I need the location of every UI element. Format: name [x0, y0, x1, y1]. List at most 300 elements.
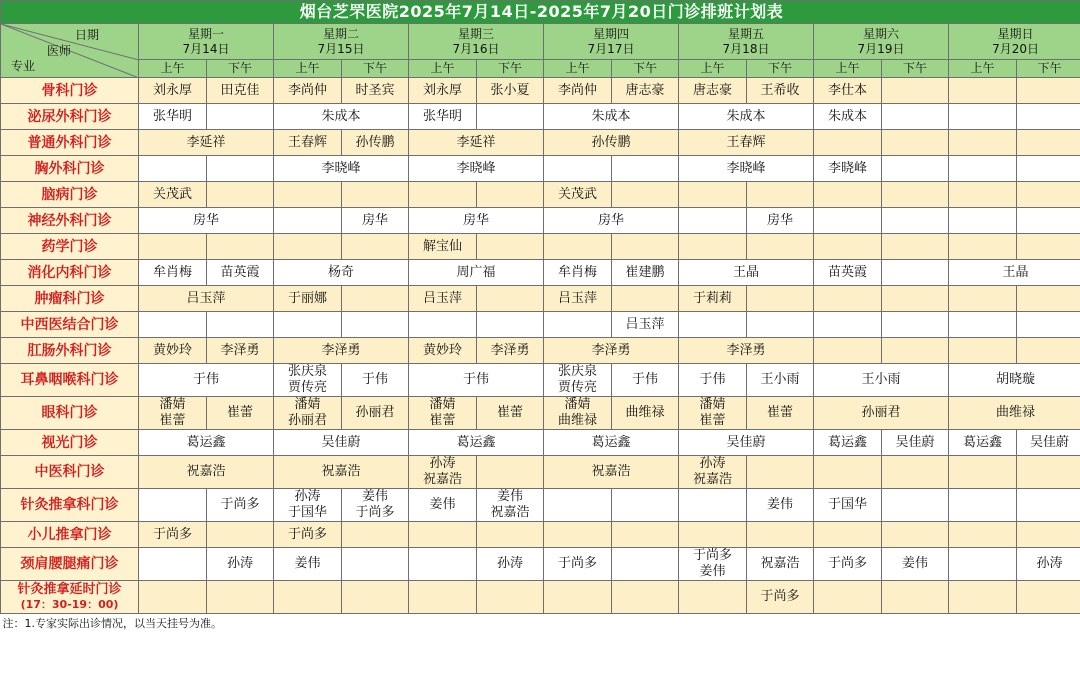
- schedule-cell: [882, 130, 949, 156]
- schedule-cell: [814, 130, 882, 156]
- schedule-cell: [139, 430, 274, 456]
- corner-date-label: 日期: [75, 28, 100, 42]
- doctor-name: 王希收: [760, 82, 800, 98]
- doctor-name-second: 祝嘉浩: [490, 505, 530, 520]
- schedule-cell: [1017, 522, 1080, 548]
- doctor-name: 孙涛: [294, 489, 321, 504]
- department-label: 颈肩腰腿痛门诊: [20, 556, 119, 572]
- department-name: [1, 78, 139, 104]
- doctor-name: 吕玉萍: [422, 290, 462, 306]
- doctor-name: 吕玉萍: [557, 290, 597, 306]
- schedule-cell: [207, 489, 274, 522]
- schedule-cell: [477, 286, 544, 312]
- department-name: [1, 208, 139, 234]
- doctor-name: 杨奇: [327, 264, 354, 280]
- schedule-cell: [814, 430, 882, 456]
- doctor-name: 于尚多: [692, 548, 732, 563]
- schedule-cell: [342, 286, 409, 312]
- doctor-name: 关茂武: [557, 186, 597, 202]
- schedule-cell: [274, 234, 342, 260]
- doctor-name: 张华明: [152, 108, 192, 124]
- schedule-row: [1, 312, 1080, 338]
- schedule-cell: [409, 156, 544, 182]
- schedule-cell: [139, 286, 274, 312]
- department-label: 视光门诊: [41, 434, 98, 451]
- schedule-cell: [949, 182, 1017, 208]
- schedule-cell: [679, 78, 747, 104]
- morning-header: 上午: [274, 60, 342, 78]
- day-header: [544, 24, 679, 60]
- schedule-cell: [409, 430, 544, 456]
- schedule-cell: [544, 312, 612, 338]
- afternoon-header: 下午: [882, 60, 949, 78]
- schedule-cell: [139, 156, 207, 182]
- schedule-cell: [342, 208, 409, 234]
- department-name: [1, 182, 139, 208]
- schedule-cell: [882, 312, 949, 338]
- corner-specialty-label: 专业: [11, 59, 36, 73]
- schedule-cell: [409, 104, 477, 130]
- doctor-name: 李尚仲: [287, 82, 327, 98]
- schedule-cell: [544, 548, 612, 581]
- schedule-cell: [544, 522, 612, 548]
- day-date: 7月14日: [182, 41, 230, 56]
- doctor-name: 李晓峰: [726, 160, 766, 176]
- department-name: [1, 338, 139, 364]
- doctor-name: 于尚多: [220, 497, 260, 512]
- schedule-cell: [342, 312, 409, 338]
- schedule-cell: [139, 364, 274, 397]
- schedule-cell: [274, 548, 342, 581]
- doctor-name: 孙涛: [226, 556, 253, 571]
- schedule-cell: [409, 234, 477, 260]
- schedule-cell: [612, 78, 679, 104]
- schedule-cell: [477, 312, 544, 338]
- department-name: [1, 156, 139, 182]
- department-name: [1, 548, 139, 581]
- schedule-cell: [207, 78, 274, 104]
- department-label: 消化内科门诊: [27, 264, 112, 281]
- day-date: 7月16日: [452, 41, 500, 56]
- department-label: 中西医结合门诊: [20, 316, 119, 333]
- schedule-cell: [544, 104, 679, 130]
- day-weekday: 星期日: [997, 26, 1034, 41]
- schedule-cell: [544, 430, 679, 456]
- department-label: 针灸推拿延时门诊: [17, 582, 122, 597]
- doctor-name: 王小雨: [760, 372, 800, 387]
- doctor-name: 孙涛: [429, 456, 456, 471]
- schedule-cell: [139, 397, 207, 430]
- department-hours: (17：30-19：00): [20, 598, 119, 611]
- doctor-name: 崔建鹏: [625, 264, 665, 280]
- schedule-cell: [477, 456, 544, 489]
- day-weekday: 星期六: [862, 26, 899, 41]
- schedule-cell: [207, 581, 274, 614]
- doctor-name-second: 祝嘉浩: [692, 472, 732, 487]
- schedule-row: [1, 456, 1080, 489]
- doctor-name: 孙传鹏: [591, 134, 631, 150]
- schedule-cell: [207, 397, 274, 430]
- schedule-cell: [814, 397, 949, 430]
- afternoon-header: 下午: [207, 60, 274, 78]
- schedule-cell: [139, 456, 274, 489]
- schedule-cell: [949, 286, 1017, 312]
- schedule-cell: [814, 312, 882, 338]
- schedule-cell: [409, 338, 477, 364]
- schedule-cell: [882, 156, 949, 182]
- schedule-cell: [1017, 234, 1080, 260]
- morning-header: 上午: [139, 60, 207, 78]
- doctor-name: 崔蕾: [766, 405, 793, 420]
- doctor-name: 吴佳蔚: [1030, 434, 1070, 450]
- doctor-name: 张小夏: [490, 82, 530, 98]
- morning-header: 上午: [544, 60, 612, 78]
- schedule-cell: [679, 456, 747, 489]
- corner-doctor-label: 医师: [47, 44, 72, 58]
- schedule-row: [1, 104, 1080, 130]
- doctor-name: 孙涛: [699, 456, 726, 471]
- doctor-name: 孙传鹏: [355, 134, 395, 150]
- doctor-name: 吴佳蔚: [321, 434, 361, 450]
- schedule-cell: [949, 312, 1017, 338]
- schedule-cell: [274, 456, 409, 489]
- schedule-cell: [274, 430, 409, 456]
- schedule-cell: [342, 489, 409, 522]
- schedule-cell: [1017, 286, 1080, 312]
- schedule-cell: [612, 489, 679, 522]
- schedule-cell: [409, 130, 544, 156]
- schedule-cell: [949, 104, 1017, 130]
- doctor-name: 吕玉萍: [186, 290, 226, 306]
- schedule-cell: [1017, 489, 1080, 522]
- day-weekday: 星期五: [727, 26, 764, 41]
- schedule-cell: [342, 364, 409, 397]
- schedule-cell: [747, 182, 814, 208]
- schedule-cell: [342, 397, 409, 430]
- schedule-cell: [814, 182, 882, 208]
- doctor-name: 朱成本: [726, 108, 766, 124]
- doctor-name: 姜伟: [429, 497, 456, 512]
- schedule-cell: [747, 78, 814, 104]
- schedule-cell: [882, 234, 949, 260]
- schedule-cell: [342, 522, 409, 548]
- day-header: [274, 24, 409, 60]
- doctor-name: 张庆泉: [287, 364, 327, 379]
- doctor-name: 李晓峰: [321, 160, 361, 176]
- schedule-cell: [949, 364, 1080, 397]
- doctor-name: 葛运鑫: [591, 434, 631, 450]
- doctor-name: 朱成本: [321, 108, 361, 124]
- doctor-name: 孙丽君: [861, 405, 901, 420]
- schedule-cell: [342, 182, 409, 208]
- schedule-cell: [747, 581, 814, 614]
- schedule-cell: [679, 581, 747, 614]
- schedule-cell: [882, 338, 949, 364]
- schedule-cell: [949, 338, 1017, 364]
- doctor-name: 潘婧: [159, 397, 186, 412]
- morning-header: 上午: [679, 60, 747, 78]
- schedule-row: [1, 260, 1080, 286]
- doctor-name: 于伟: [462, 372, 489, 387]
- department-name: [1, 430, 139, 456]
- doctor-name: 吕玉萍: [625, 316, 665, 332]
- schedule-cell: [949, 397, 1080, 430]
- schedule-cell: [612, 581, 679, 614]
- afternoon-header: 下午: [747, 60, 814, 78]
- schedule-cell: [544, 489, 612, 522]
- doctor-name: 姜伟: [294, 556, 321, 571]
- doctor-name: 房华: [462, 212, 489, 228]
- schedule-cell: [342, 130, 409, 156]
- schedule-cell: [274, 182, 342, 208]
- afternoon-header: 下午: [1017, 60, 1080, 78]
- schedule-cell: [139, 338, 207, 364]
- schedule-cell: [612, 312, 679, 338]
- day-header: [679, 24, 814, 60]
- doctor-name: 周广福: [456, 264, 496, 280]
- doctor-name: 李泽勇: [220, 342, 260, 358]
- schedule-cell: [207, 104, 274, 130]
- afternoon-header: 下午: [612, 60, 679, 78]
- schedule-cell: [544, 338, 679, 364]
- schedule-cell: [1017, 548, 1080, 581]
- footnote: 注：1.专家实际出诊情况，以当天挂号为准。: [2, 617, 222, 631]
- schedule-cell: [409, 581, 477, 614]
- doctor-name: 于莉莉: [692, 290, 732, 306]
- schedule-cell: [477, 548, 544, 581]
- schedule-row: [1, 208, 1080, 234]
- schedule-row: [1, 522, 1080, 548]
- doctor-name: 房华: [361, 212, 388, 228]
- schedule-row: [1, 430, 1080, 456]
- schedule-cell: [612, 182, 679, 208]
- schedule-cell: [207, 522, 274, 548]
- schedule-cell: [139, 260, 207, 286]
- department-name: [1, 312, 139, 338]
- schedule-cell: [139, 182, 207, 208]
- schedule-cell: [679, 104, 814, 130]
- schedule-cell: [342, 548, 409, 581]
- department-label: 骨科门诊: [41, 82, 98, 99]
- doctor-name: 崔蕾: [226, 405, 253, 420]
- doctor-name: 曲维禄: [996, 405, 1036, 420]
- schedule-cell: [274, 397, 342, 430]
- department-name: [1, 260, 139, 286]
- doctor-name: 于尚多: [827, 556, 867, 571]
- schedule-cell: [612, 286, 679, 312]
- schedule-cell: [612, 548, 679, 581]
- schedule-cell: [1017, 182, 1080, 208]
- doctor-name: 唐志豪: [625, 82, 665, 98]
- schedule-cell: [814, 581, 882, 614]
- schedule-cell: [882, 581, 949, 614]
- department-name: [1, 522, 139, 548]
- department-label: 耳鼻咽喉科门诊: [20, 372, 119, 388]
- day-header: [139, 24, 274, 60]
- doctor-name-second: 姜伟: [699, 564, 726, 579]
- schedule-cell: [882, 286, 949, 312]
- doctor-name: 黄妙玲: [152, 342, 192, 358]
- schedule-cell: [814, 364, 949, 397]
- morning-header: 上午: [409, 60, 477, 78]
- department-name: [1, 489, 139, 522]
- schedule-cell: [274, 208, 342, 234]
- schedule-cell: [612, 156, 679, 182]
- schedule-cell: [747, 312, 814, 338]
- department-name: [1, 397, 139, 430]
- schedule-cell: [814, 78, 882, 104]
- doctor-name-second: 崔蕾: [429, 413, 456, 428]
- schedule-row: [1, 156, 1080, 182]
- schedule-cell: [274, 522, 342, 548]
- doctor-name-second: 孙丽君: [287, 413, 327, 428]
- doctor-name: 张华明: [422, 108, 462, 124]
- schedule-cell: [477, 522, 544, 548]
- schedule-cell: [747, 548, 814, 581]
- note-row: [1, 614, 1080, 635]
- doctor-name: 田克佳: [220, 82, 260, 98]
- department-label: 胸外科门诊: [34, 160, 105, 177]
- day-header: [949, 24, 1080, 60]
- doctor-name: 李晓峰: [456, 160, 496, 176]
- schedule-cell: [207, 182, 274, 208]
- doctor-name: 孙丽君: [355, 405, 395, 420]
- morning-header: 上午: [949, 60, 1017, 78]
- schedule-cell: [612, 522, 679, 548]
- schedule-cell: [139, 548, 207, 581]
- schedule-cell: [544, 130, 679, 156]
- doctor-name: 李延祥: [186, 134, 226, 150]
- schedule-cell: [747, 456, 814, 489]
- half-day-header-row: [1, 60, 1080, 78]
- department-label: 脑病门诊: [41, 186, 98, 203]
- schedule-cell: [747, 208, 814, 234]
- doctor-name-second: 于尚多: [355, 505, 395, 520]
- schedule-cell: [814, 548, 882, 581]
- schedule-cell: [409, 260, 544, 286]
- doctor-name: 潘婧: [429, 397, 456, 412]
- doctor-name: 王晶: [1002, 264, 1029, 280]
- doctor-name-second: 崔蕾: [699, 413, 726, 428]
- page-title: 烟台芝罘医院2025年7月14日-2025年7月20日门诊排班计划表: [1, 1, 1080, 24]
- schedule-cell: [882, 78, 949, 104]
- department-name: [1, 581, 139, 614]
- schedule-cell: [814, 156, 882, 182]
- doctor-name: 王春辉: [726, 134, 766, 150]
- day-date: 7月17日: [587, 41, 635, 56]
- schedule-cell: [747, 286, 814, 312]
- schedule-cell: [477, 397, 544, 430]
- schedule-cell: [139, 208, 274, 234]
- doctor-name: 张庆泉: [557, 364, 597, 379]
- schedule-cell: [274, 489, 342, 522]
- schedule-cell: [679, 234, 747, 260]
- schedule-row: [1, 364, 1080, 397]
- doctor-name-second: 贾传亮: [287, 380, 327, 395]
- schedule-cell: [882, 208, 949, 234]
- department-name: [1, 130, 139, 156]
- department-label: 肛肠外科门诊: [27, 342, 112, 359]
- schedule-cell: [139, 78, 207, 104]
- doctor-name: 于伟: [699, 372, 726, 387]
- schedule-cell: [207, 234, 274, 260]
- doctor-name: 葛运鑫: [827, 434, 867, 450]
- schedule-cell: [949, 130, 1017, 156]
- schedule-cell: [949, 548, 1017, 581]
- afternoon-header: 下午: [342, 60, 409, 78]
- schedule-cell: [949, 156, 1017, 182]
- schedule-cell: [612, 364, 679, 397]
- schedule-cell: [679, 338, 814, 364]
- schedule-cell: [139, 312, 207, 338]
- schedule-cell: [612, 260, 679, 286]
- schedule-cell: [882, 182, 949, 208]
- doctor-name: 刘永厚: [422, 82, 462, 98]
- doctor-name: 李尚仲: [557, 82, 597, 98]
- doctor-name: 曲维禄: [625, 405, 665, 420]
- doctor-name: 牟肖梅: [557, 264, 597, 280]
- doctor-name: 房华: [597, 212, 624, 228]
- doctor-name: 葛运鑫: [962, 434, 1002, 450]
- day-date: 7月20日: [992, 41, 1039, 56]
- schedule-row: [1, 182, 1080, 208]
- schedule-cell: [747, 364, 814, 397]
- schedule-cell: [747, 522, 814, 548]
- schedule-cell: [679, 182, 747, 208]
- doctor-name: 于尚多: [287, 526, 327, 542]
- schedule-cell: [544, 364, 612, 397]
- schedule-row: [1, 338, 1080, 364]
- doctor-name: 房华: [766, 212, 793, 228]
- schedule-cell: [544, 156, 612, 182]
- schedule-cell: [882, 260, 949, 286]
- schedule-cell: [342, 581, 409, 614]
- doctor-name: 王晶: [732, 264, 759, 280]
- schedule-cell: [544, 78, 612, 104]
- schedule-cell: [544, 456, 679, 489]
- department-name: [1, 364, 139, 397]
- department-label: 眼科门诊: [41, 405, 98, 421]
- schedule-cell: [1017, 104, 1080, 130]
- doctor-name: 李泽勇: [591, 342, 631, 358]
- schedule-cell: [409, 489, 477, 522]
- doctor-name: 于伟: [192, 372, 219, 387]
- schedule-cell: [477, 338, 544, 364]
- schedule-cell: [882, 430, 949, 456]
- department-name: [1, 286, 139, 312]
- schedule-cell: [949, 208, 1017, 234]
- schedule-cell: [814, 286, 882, 312]
- schedule-cell: [814, 489, 882, 522]
- department-label: 中医科门诊: [34, 464, 105, 480]
- doctor-name: 姜伟: [766, 497, 793, 512]
- schedule-cell: [1017, 78, 1080, 104]
- schedule-cell: [477, 78, 544, 104]
- doctor-name: 于国华: [827, 497, 867, 512]
- schedule-row: [1, 397, 1080, 430]
- department-label: 肿瘤科门诊: [34, 290, 105, 307]
- doctor-name: 潘婧: [564, 397, 591, 412]
- morning-header: 上午: [814, 60, 882, 78]
- schedule-cell: [274, 260, 409, 286]
- schedule-cell: [679, 522, 747, 548]
- schedule-cell: [274, 338, 409, 364]
- department-label: 泌尿外科门诊: [27, 108, 112, 125]
- doctor-name: 黄妙玲: [422, 342, 462, 358]
- schedule-cell: [679, 397, 747, 430]
- doctor-name: 于尚多: [152, 526, 192, 542]
- doctor-name: 李泽勇: [490, 342, 530, 358]
